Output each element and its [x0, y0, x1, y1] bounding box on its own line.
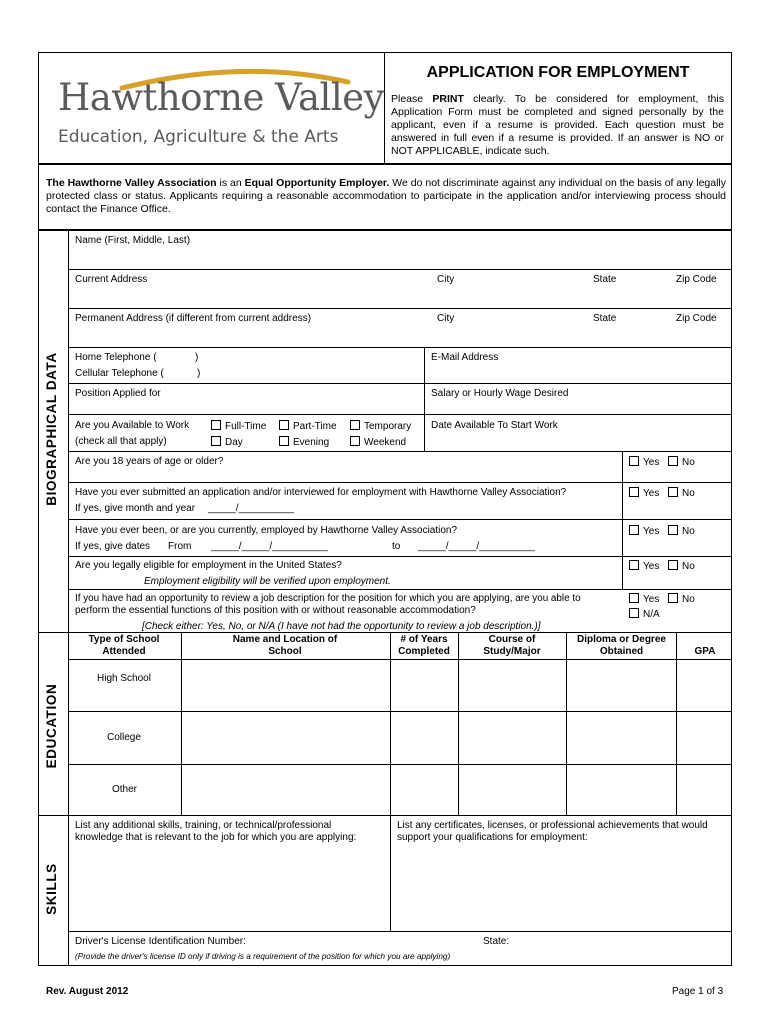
row-rule: [68, 383, 732, 384]
full-time-checkbox[interactable]: Full-Time: [211, 420, 266, 433]
eligible-note: Employment eligibility will be verified upon employment.: [144, 576, 391, 587]
edu-row-rule: [68, 815, 732, 816]
skills-additional-field[interactable]: List any additional skills, training, or technical/professional knowledge that is relevant to the job for which you are applying:: [75, 820, 357, 843]
cell-phone-field[interactable]: Cellular Telephone (: [75, 368, 164, 379]
edu-row-high-school: High School: [97, 673, 151, 684]
employed-question: Have you ever been, or are you currently, employed by Hawthorne Valley Association?: [75, 525, 458, 536]
section-column-divider: [68, 230, 69, 966]
from-label: From: [168, 541, 192, 552]
edu-header-name: Name and Location of School: [232, 634, 338, 657]
review-question-line2: perform the essential functions of this position with or without reasonable accommodation?: [75, 605, 476, 616]
check-all-label: (check all that apply): [75, 436, 167, 447]
checkbox-icon: [350, 420, 360, 430]
current-city-field[interactable]: City: [437, 274, 455, 285]
row-rule: [68, 451, 732, 452]
row-rule: [68, 519, 732, 520]
drivers-license-note: (Provide the driver's license ID only if driving is a requirement of the position for which you are applying): [75, 952, 451, 961]
logo: [52, 62, 384, 157]
home-phone-paren: ): [195, 352, 199, 363]
checkbox-icon: [668, 456, 678, 466]
section-skills: SKILLS: [44, 863, 59, 915]
review-na-checkbox[interactable]: N/A: [629, 608, 660, 621]
logo-tagline: Education, Agriculture & the Arts: [58, 127, 339, 147]
form-title: APPLICATION FOR EMPLOYMENT: [426, 64, 690, 81]
edu-header-course: Course of Study/Major: [483, 634, 541, 657]
eeo-statement: [46, 177, 726, 216]
from-date-field[interactable]: _____/_____/__________: [211, 541, 328, 552]
current-zip-field[interactable]: Zip Code: [676, 274, 717, 285]
edu-header-type: Type of School Attended: [88, 634, 160, 657]
cell-phone-paren: ): [197, 368, 201, 379]
row-rule: [68, 308, 732, 309]
checkbox-icon: [279, 436, 289, 446]
edu-header-diploma: Diploma or Degree Obtained: [577, 634, 666, 657]
drivers-license-field[interactable]: Driver's License Identification Number:: [75, 936, 246, 947]
checkbox-icon: [629, 593, 639, 603]
checkbox-icon: [211, 420, 221, 430]
section-rule-skills: [38, 815, 69, 816]
checkbox-icon: [279, 420, 289, 430]
eeo-rest: We do not discriminate against any individual on the basis of any legally protected class or status. Applicants requiring a reasonable accommodation to participate in the application and/or interviewing process should contact the Finance Office.: [46, 177, 727, 215]
employed-yes-checkbox[interactable]: Yes: [629, 525, 659, 538]
eligible-no-checkbox[interactable]: No: [668, 560, 695, 573]
to-label: to: [392, 541, 401, 552]
eligible-yes-checkbox[interactable]: Yes: [629, 560, 659, 573]
edu-row-other: Other: [112, 784, 138, 795]
position-field[interactable]: Position Applied for: [75, 388, 161, 399]
edu-row-rule: [68, 659, 732, 660]
skills-certificates-field[interactable]: List any certificates, licenses, or professional achievements that would support your qualifications for employment:: [397, 820, 708, 843]
applied-yes-checkbox[interactable]: Yes: [629, 487, 659, 500]
checkbox-icon: [629, 608, 639, 618]
permanent-state-field[interactable]: State: [593, 313, 617, 324]
applied-when-field[interactable]: _____/__________: [208, 503, 295, 514]
row-rule: [68, 482, 732, 483]
permanent-zip-field[interactable]: Zip Code: [676, 313, 717, 324]
eligible-question: Are you legally eligible for employment in the United States?: [75, 560, 342, 571]
logo-name: Hawthorne Valley: [58, 76, 384, 119]
employed-dates-label: If yes, give dates: [75, 541, 151, 552]
edu-row-college: College: [107, 732, 141, 743]
review-note: [Check either: Yes, No, or N/A (I have not had the opportunity to review a job description.)]: [142, 621, 541, 632]
row-rule: [68, 589, 732, 590]
age-question: Are you 18 years of age or older?: [75, 456, 224, 467]
edu-row-rule: [68, 711, 732, 712]
checkbox-icon: [629, 560, 639, 570]
section-biographical: BIOGRAPHICAL DATA: [44, 352, 59, 506]
available-work-label: Are you Available to Work: [75, 420, 190, 431]
to-date-field[interactable]: _____/_____/__________: [418, 541, 535, 552]
age-yes-checkbox[interactable]: Yes: [629, 456, 659, 469]
day-checkbox[interactable]: Day: [211, 436, 243, 449]
applied-no-checkbox[interactable]: No: [668, 487, 695, 500]
age-no-checkbox[interactable]: No: [668, 456, 695, 469]
name-field[interactable]: Name (First, Middle, Last): [75, 235, 191, 246]
row-rule: [68, 347, 732, 348]
checkbox-icon: [211, 436, 221, 446]
checkbox-icon: [629, 456, 639, 466]
edu-header-gpa: GPA: [694, 646, 716, 657]
permanent-city-field[interactable]: City: [437, 313, 455, 324]
edu-header-years: # of Years Completed: [398, 634, 450, 657]
eeo-eoe: Equal Opportunity Employer.: [244, 177, 390, 189]
skills-col-divider: [390, 815, 391, 931]
applied-question: Have you ever submitted an application and/or interviewed for employment with Hawthorne Valley Association?: [75, 487, 567, 498]
checkbox-icon: [350, 436, 360, 446]
part-time-checkbox[interactable]: Part-Time: [279, 420, 337, 433]
skills-row-rule: [68, 931, 732, 932]
home-phone-field[interactable]: Home Telephone (: [75, 352, 157, 363]
revision-label: Rev. August 2012: [46, 986, 129, 997]
current-address-field[interactable]: Current Address: [75, 274, 148, 285]
edu-row-rule: [68, 764, 732, 765]
checkbox-icon: [668, 593, 678, 603]
applied-when-label: If yes, give month and year: [75, 503, 196, 514]
instructions-post: clearly. To be considered for employment, this Application Form must be completed and signed personally by the applicant, even if a resume is provided. Each question must be answered in full even if a resume is provided. If an answer is NO or NOT APPLICABLE, indicate such.: [391, 93, 724, 157]
temporary-checkbox[interactable]: Temporary: [350, 420, 411, 433]
salary-field[interactable]: Salary or Hourly Wage Desired: [431, 388, 569, 399]
section-rule-education: [38, 632, 69, 633]
eeo-org: The Hawthorne Valley Association: [46, 177, 217, 189]
column-divider: [424, 347, 425, 451]
email-field[interactable]: E-Mail Address: [431, 352, 499, 363]
current-state-field[interactable]: State: [593, 274, 617, 285]
review-no-checkbox[interactable]: No: [668, 593, 695, 606]
checkbox-icon: [668, 560, 678, 570]
evening-checkbox[interactable]: Evening: [279, 436, 329, 449]
permanent-address-field[interactable]: Permanent Address (if different from current address): [75, 313, 312, 324]
checkbox-icon: [629, 487, 639, 497]
employed-no-checkbox[interactable]: No: [668, 525, 695, 538]
row-rule: [68, 269, 732, 270]
checkbox-icon: [668, 525, 678, 535]
column-divider: [622, 451, 623, 589]
review-yes-checkbox[interactable]: Yes: [629, 593, 659, 606]
checkbox-icon: [668, 487, 678, 497]
page-number: Page 1 of 3: [672, 986, 724, 997]
row-rule: [68, 414, 732, 415]
eeo-is-an: is an: [216, 177, 245, 189]
section-education: EDUCATION: [44, 683, 59, 769]
weekend-checkbox[interactable]: Weekend: [350, 436, 406, 449]
instructions: [391, 93, 724, 158]
date-available-field[interactable]: Date Available To Start Work: [431, 420, 558, 431]
instructions-pre: Please: [391, 93, 433, 105]
checkbox-icon: [629, 525, 639, 535]
instructions-bold: PRINT: [432, 93, 464, 105]
review-question-line1: If you have had an opportunity to review a job description for the position for which you are applying, are you able to: [75, 593, 581, 604]
row-rule: [68, 556, 732, 557]
drivers-license-state-field[interactable]: State:: [483, 936, 510, 947]
